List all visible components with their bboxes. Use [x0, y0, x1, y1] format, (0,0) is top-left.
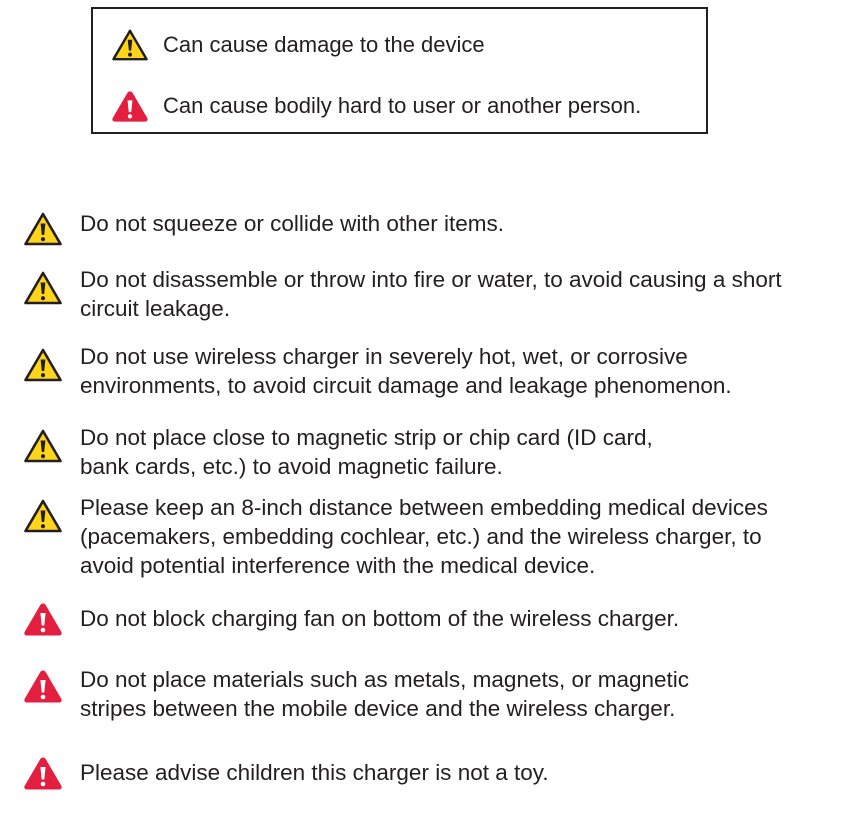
danger-triangle-icon [23, 755, 63, 791]
warning-item-text: Please advise children this charger is not a toy. [80, 760, 549, 785]
legend-caution-text: Can cause damage to the device [163, 32, 485, 57]
caution-triangle-icon [23, 270, 63, 306]
warning-item-text: Do not place materials such as metals, magnets, or magnetic stripes between the mobile device and the wireless charger. [80, 667, 690, 721]
legend-box [91, 7, 708, 134]
warning-item-text: Do not block charging fan on bottom of the wireless charger. [80, 606, 680, 631]
warning-item-text: Do not use wireless charger in severely hot, wet, or corrosive environments, to avoid circuit damage and leakage phenomenon. [80, 344, 732, 398]
legend-caution [111, 28, 485, 62]
danger-triangle-icon [111, 89, 149, 123]
warning-item-text: Do not place close to magnetic strip or chip card (ID card, bank cards, etc.) to avoid magnetic failure. [80, 425, 653, 479]
warning-item-text: Do not squeeze or collide with other items. [80, 211, 504, 236]
caution-triangle-icon [111, 28, 149, 62]
legend-danger [111, 89, 641, 123]
danger-triangle-icon [23, 668, 63, 704]
legend-danger-text: Can cause bodily hard to user or another person. [163, 93, 642, 118]
danger-triangle-icon [23, 601, 63, 637]
caution-triangle-icon [23, 498, 63, 534]
caution-triangle-icon [23, 211, 63, 247]
caution-triangle-icon [23, 428, 63, 464]
warning-item-text: Do not disassemble or throw into fire or water, to avoid causing a short circuit leakage. [80, 267, 782, 321]
warning-item-text: Please keep an 8-inch distance between embedding medical devices (pacemakers, embedding cochlear, etc.) and the wireless charger, to avoid potential interference with the medical device. [80, 495, 768, 578]
caution-triangle-icon [23, 347, 63, 383]
